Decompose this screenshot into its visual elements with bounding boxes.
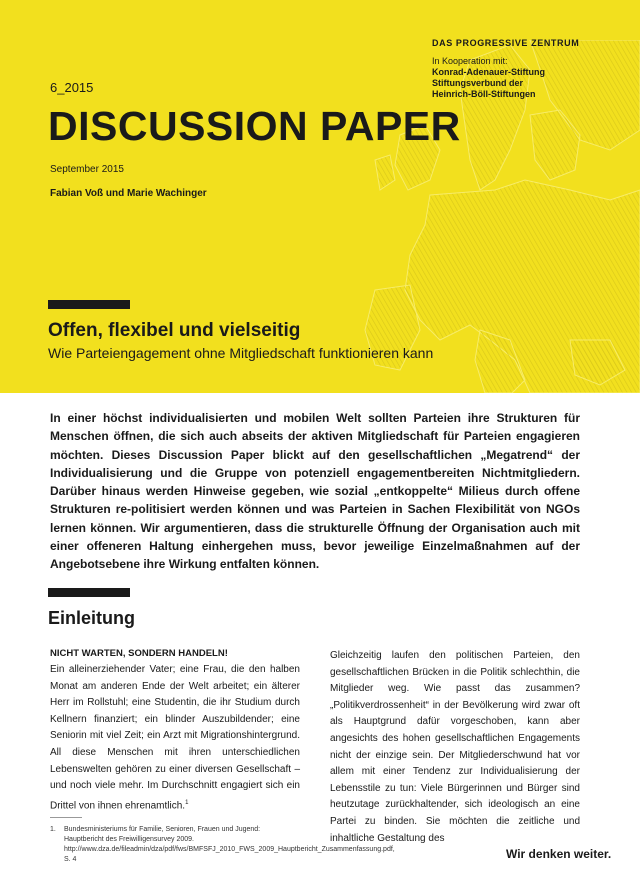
paper-title: Offen, flexibel und vielseitig (48, 320, 301, 341)
tagline: Wir denken weiter. (506, 847, 612, 861)
section-heading: Einleitung (48, 608, 135, 628)
footnote-ref[interactable]: 1 (185, 799, 189, 806)
authors: Fabian Voß und Marie Wachinger (50, 188, 207, 199)
publication-date: September 2015 (50, 164, 124, 175)
decorative-bar (48, 588, 130, 597)
cover-block (0, 0, 640, 393)
decorative-bar (48, 300, 130, 309)
footnote-text: Bundesministeriums für Familie, Senioren, Frauen und Jugend: Hauptbericht des Freiwilligensurvey 2009. http://www.dza.de/fileadmin/dza/pdf/fws/BMFSFJ_2010_FWS_2009_Hauptbericht_Zusammenfassung.pdf, S. 4 (64, 826, 395, 863)
organization-name: DAS PROGRESSIVE ZENTRUM (432, 38, 580, 48)
paragraph-text: Ein alleinerziehender Vater; eine Frau, die den halben Monat am anderen Ende der Welt arbeitet; ein älterer Herr im Rollstuhl; eine Studentin, die ihr Studium durch Kellnern finanziert; ein blinder Auszubildender; eine Seniorin mit viel Zeit; ein Arzt mit Migrationshintergrund. All diese Menschen mit ihren unterschiedlichen Lebenswelten gehören zu einer diversen Gesellschaft – und noch viele mehr. Im Durchschnitt engagiert sich ein Drittel von ihnen ehrenamtlich. (50, 664, 300, 812)
partner-name: Heinrich-Böll-Stiftungen (432, 89, 536, 99)
column-paragraph: Gleichzeitig laufen den politischen Parteien, den gesellschaftlichen Brücken in die Politik schlechthin, die Mitglieder weg. Wie passt das zusammen? „Politikverdrossenheit“ in der Bevölkerung wird zwar oft als Hauptgrund dafür vorgeschoben, kann aber angesichts des hohen gesellschaftlichen Engagements nicht der einzige sein. Der Mitgliederschwund hat vor allem mit einer Tendenz zur Individualisierung der Lebensstile zu tun: Viele Bürgerinnen und Bürger sind heutzutage zurückhaltender, sich ideologisch an eine Partei zu binden. Sie möchten die zeitliche und inhaltliche Gestaltung des (330, 650, 580, 844)
footnote (50, 825, 395, 865)
cooperation-block (432, 56, 545, 100)
cooperation-label: In Kooperation mit: (432, 56, 508, 66)
text-column-left (50, 648, 300, 815)
text-column-right (330, 648, 580, 847)
issue-number: 6_2015 (50, 80, 94, 95)
document-title: DISCUSSION PAPER (48, 103, 461, 149)
column-subheading: NICHT WARTEN, SONDERN HANDELN! (50, 648, 228, 659)
column-paragraph (50, 662, 300, 815)
footnote-divider (50, 817, 82, 818)
paper-subtitle: Wie Parteiengagement ohne Mitgliedschaft funktionieren kann (48, 345, 434, 361)
partner-name: Stiftungsverbund der (432, 78, 524, 88)
partner-name: Konrad-Adenauer-Stiftung (432, 67, 545, 77)
abstract: In einer höchst individualisierten und mobilen Welt sollten Parteien ihre Strukturen für Menschen öffnen, die sich auch abseits der aktiven Mitgliedschaft für Parteien engagieren möchten. Dieses Discussion Paper blickt auf den gesellschaftlichen „Megatrend“ der Individualisierung und die Gruppe von potenziell engagementbereiten Nichtmitgliedern. Darüber hinaus werden Hinweise gegeben, wie sozial „entkoppelte“ Milieus durch offene Strukturen re-politisiert werden können und was Parteien in Sachen Flexibilität von NGOs lernen können. Wir argumentieren, dass die strukturelle Öffnung der Organisation auch mit einer offeneren Haltung einhergehen muss, bevor jeweilige Einzelmaßnahmen auf der Angebotsebene ihre Wirkung entfalten können. (50, 411, 580, 572)
footnote-number: 1. (50, 826, 56, 833)
